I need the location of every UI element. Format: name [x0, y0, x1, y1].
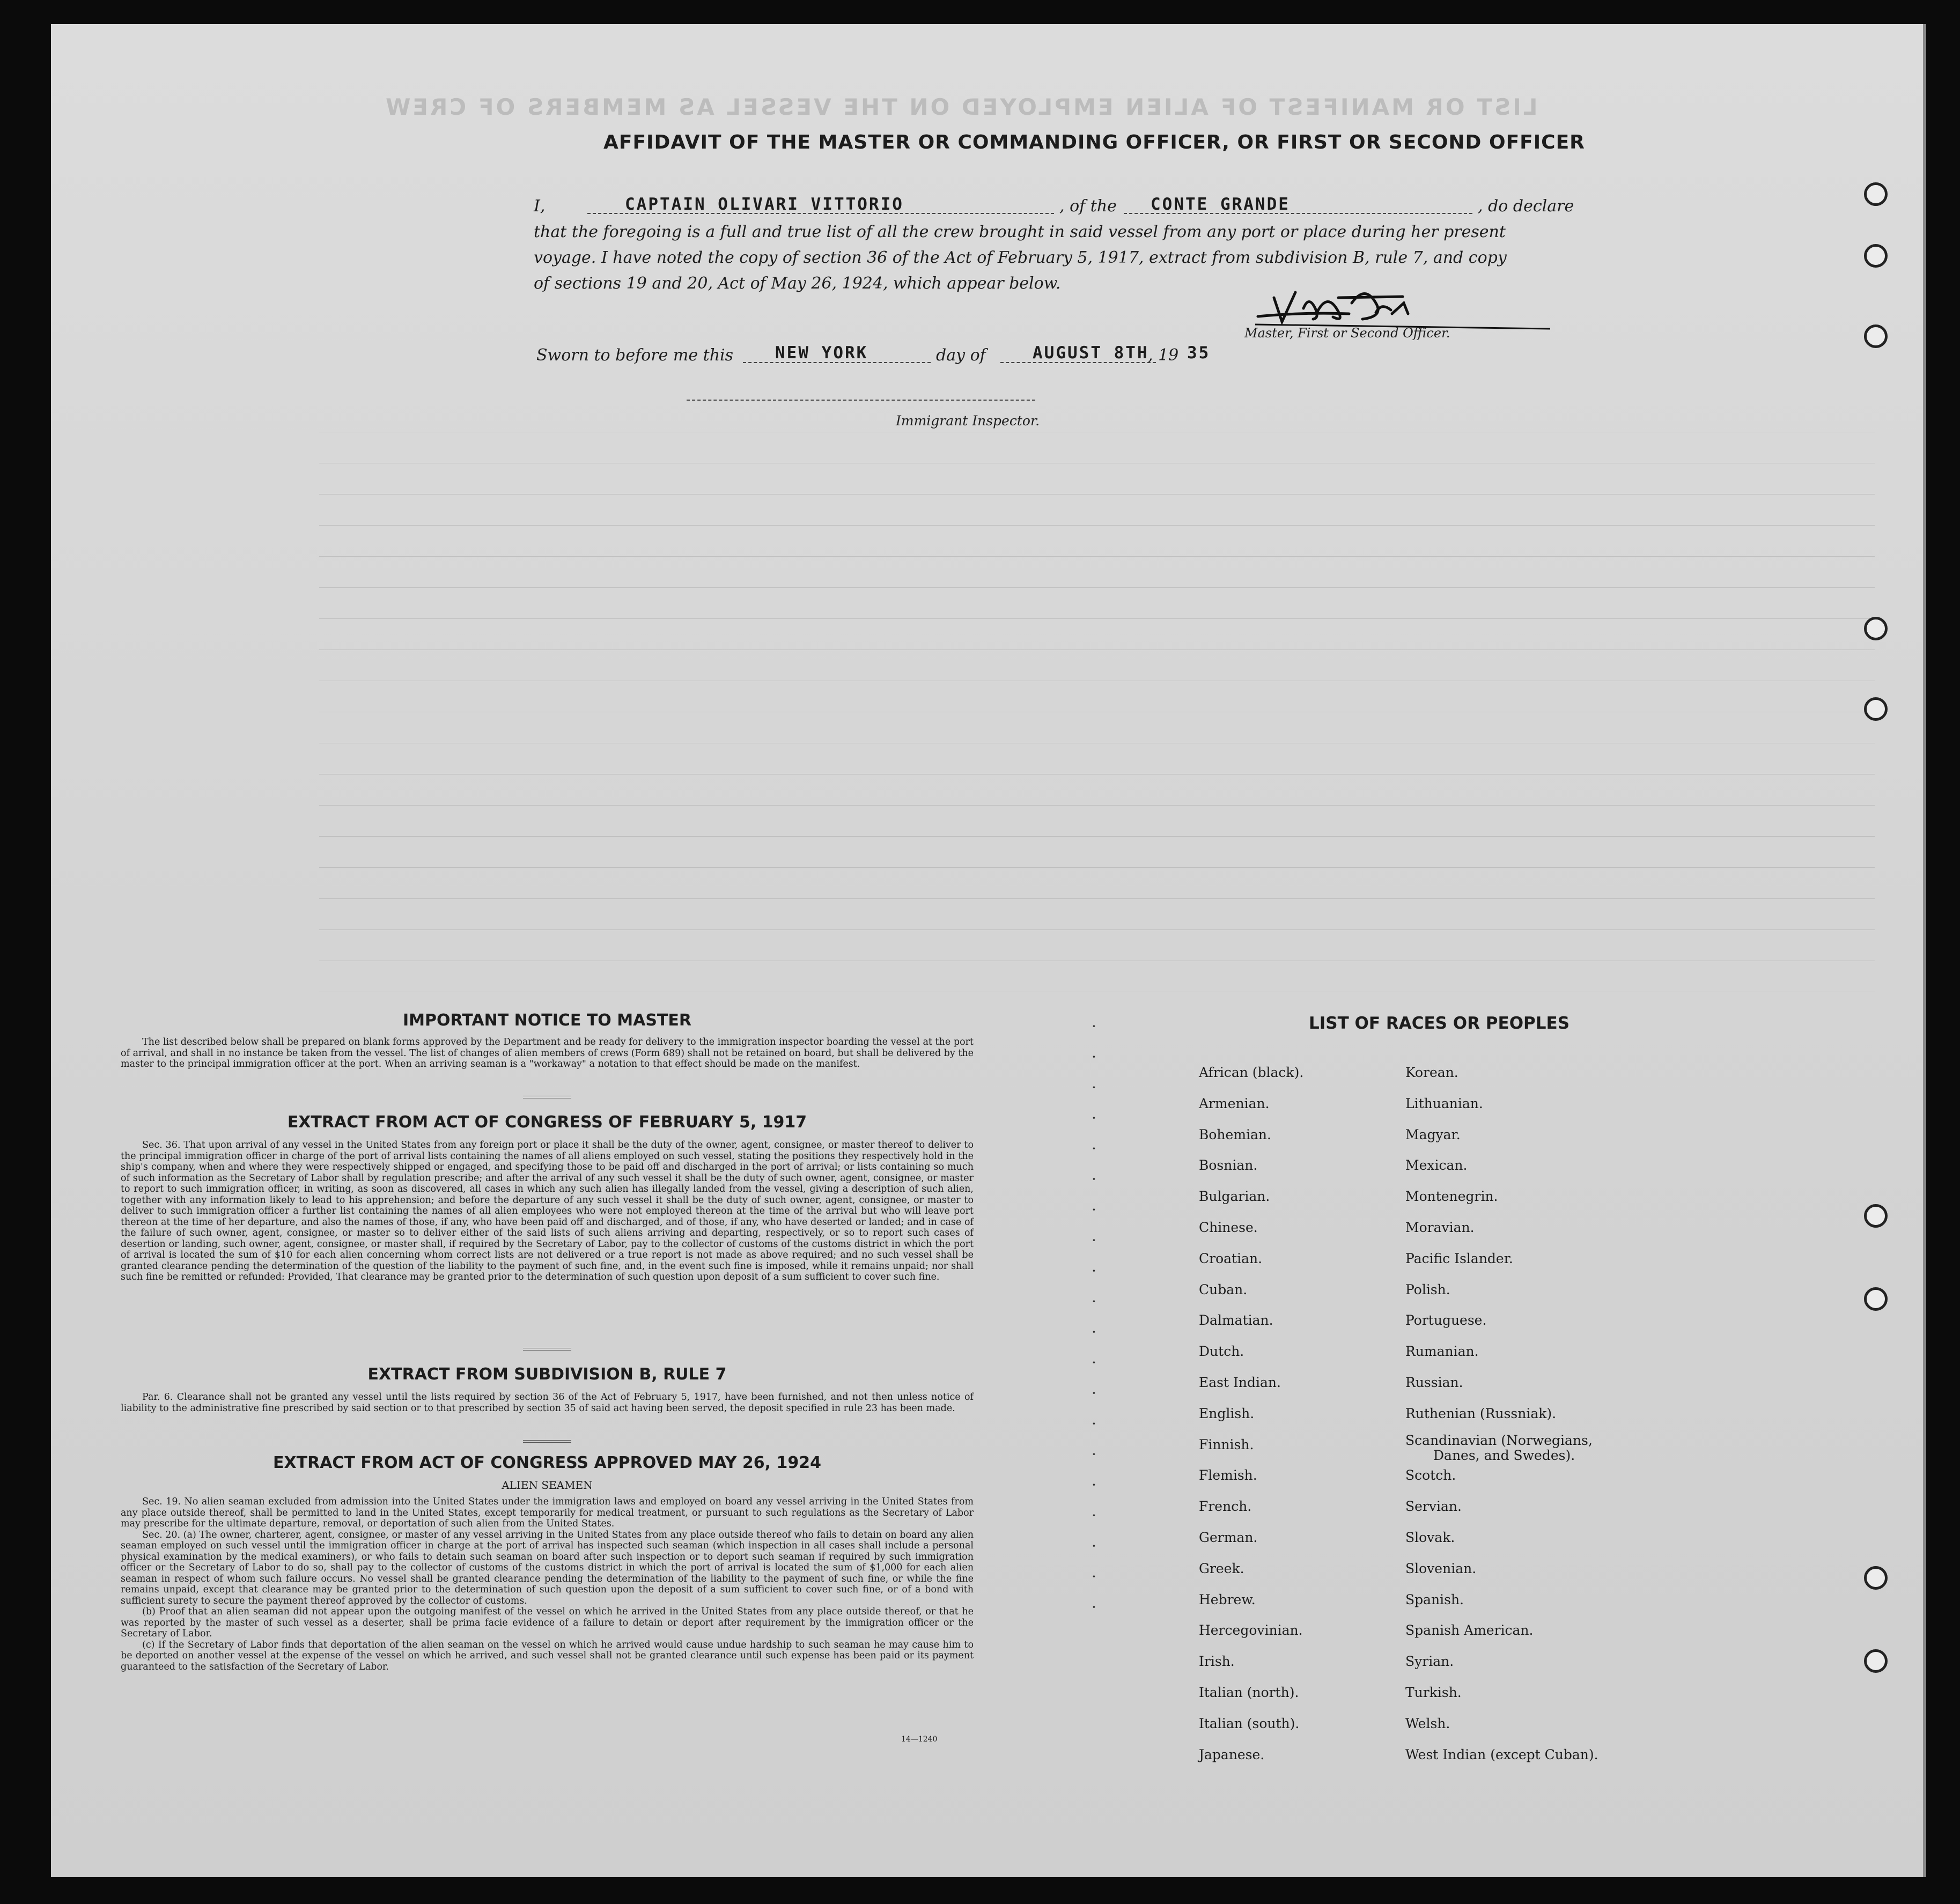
race-item: Pacific Islander. [1405, 1250, 1513, 1266]
race-item: Scotch. [1405, 1467, 1456, 1484]
race-item: Portuguese. [1405, 1312, 1487, 1329]
bleed-through-heading: LIST OR MANIFEST OF ALIEN EMPLOYED ON THE VESSEL AS MEMBERS OF CREW [384, 94, 1538, 120]
bleed-through-rule [319, 556, 1875, 557]
extract-1924-body [121, 1496, 974, 1672]
extract-rule7-title: EXTRACT FROM SUBDIVISION B, RULE 7 [367, 1365, 727, 1384]
affidavit-line-3: voyage. I have noted the copy of section 36 of the Act of February 5, 1917, extract from subdivision B, rule 7, and copy [534, 248, 1507, 267]
notice-paragraph: The list described below shall be prepared on blank forms approved by the Department and be ready for delivery to the immigration inspector boarding the vessel at the port of arrival, and shall in no instance be taken from the vessel. The list of changes of alien members of crews (Form 689) shall not be retained on board, but shall be delivered by the master to the principal immigration officer at the port. When an arriving seaman is a "workaway" a notation to that effect should be made on the manifest. [121, 1037, 974, 1069]
race-item: Finnish. [1199, 1436, 1254, 1452]
race-item: Scandinavian (Norwegians, [1405, 1432, 1593, 1448]
race-item: Bohemian. [1199, 1126, 1271, 1142]
signature-caption: Master, First or Second Officer. [1244, 326, 1450, 341]
bleed-through-rule [319, 898, 1875, 899]
race-item: Japanese. [1199, 1746, 1265, 1762]
bleed-through-rule [319, 805, 1875, 806]
alien-seamen-subtitle: ALIEN SEAMEN [502, 1479, 593, 1492]
race-item: Bosnian. [1199, 1157, 1258, 1174]
sworn-year: 35 [1187, 343, 1211, 363]
race-item: Rumanian. [1405, 1344, 1479, 1360]
race-item: Armenian. [1199, 1095, 1270, 1111]
section-separator [523, 1096, 571, 1098]
race-item: West Indian (except Cuban). [1405, 1746, 1598, 1762]
race-item: Cuban. [1199, 1281, 1248, 1297]
extract-1917-body [121, 1140, 974, 1283]
race-item: East Indian. [1199, 1375, 1281, 1390]
manifest-page [51, 24, 1926, 1877]
race-item: Welsh. [1405, 1715, 1450, 1731]
race-item: Moravian. [1405, 1220, 1475, 1235]
vessel-name: CONTE GRANDE [1151, 195, 1290, 214]
race-item: African (black). [1199, 1065, 1304, 1080]
affidavit-line-2: that the foregoing is a full and true list of all the crew brought in said vessel from any port or place during her present [534, 223, 1506, 241]
race-item: Turkish. [1405, 1685, 1462, 1700]
of-the-label: , of the [1059, 197, 1117, 216]
par6-paragraph: Par. 6. Clearance shall not be granted any vessel until the lists required by section 36 of the Act of February 5, 1917, have been furnished, and not then unless notice of liability to the administrative fine prescribed by said section or to that prescribed by section 35 of said act having been served, the deposit specified in rule 23 has been made. [121, 1392, 974, 1414]
race-item: Lithuanian. [1405, 1095, 1483, 1111]
binder-hole [1864, 1649, 1888, 1673]
race-item-continuation: Danes, and Swedes). [1433, 1447, 1575, 1463]
races-title: LIST OF RACES OR PEOPLES [1309, 1014, 1570, 1033]
affidavit-line-4: of sections 19 and 20, Act of May 26, 1924, which appear below. [534, 274, 1061, 293]
race-item: Flemish. [1199, 1467, 1257, 1484]
race-item: Bulgarian. [1199, 1189, 1270, 1205]
race-item: Slovak. [1405, 1530, 1455, 1545]
form-number: 14—1240 [901, 1735, 938, 1744]
binder-hole [1864, 244, 1888, 268]
master-name: CAPTAIN OLIVARI VITTORIO [625, 195, 904, 214]
dot-column: · · · · · · · · · · · · · · · · · · · · [1092, 1017, 1107, 1616]
race-item: Syrian. [1405, 1654, 1454, 1670]
extract-1917-title: EXTRACT FROM ACT OF CONGRESS OF FEBRUARY 5, 1917 [287, 1113, 807, 1132]
day-of-label: day of [936, 346, 986, 365]
sec20c-paragraph: (c) If the Secretary of Labor finds that deportation of the alien seaman on the vessel on which he arrived would cause undue hardship to such seaman he may cause him to be deported on another vessel at the expense of the vessel on which he arrived, and such vessel shall not be granted clearance until such expense has been paid or its payment guaranteed to the satisfaction of the Secretary of Labor. [121, 1639, 974, 1672]
binder-hole [1864, 1204, 1888, 1228]
race-item: Spanish American. [1405, 1622, 1534, 1639]
race-item: Dutch. [1199, 1344, 1244, 1360]
race-item: Spanish. [1405, 1591, 1464, 1607]
race-item: Italian (north). [1199, 1685, 1299, 1700]
affidavit-prefix: I, [534, 197, 546, 216]
race-item: Montenegrin. [1405, 1189, 1498, 1205]
sworn-prefix: Sworn to before me this [536, 346, 734, 365]
race-item: Ruthenian (Russniak). [1405, 1405, 1557, 1421]
race-item: French. [1199, 1499, 1252, 1515]
sworn-place: NEW YORK [775, 343, 868, 363]
bleed-through-rule [319, 836, 1875, 837]
race-item: Polish. [1405, 1281, 1450, 1297]
race-item: Croatian. [1199, 1250, 1263, 1266]
extract-rule7-body [121, 1392, 974, 1414]
race-item: Russian. [1405, 1375, 1463, 1390]
notice-body [121, 1037, 974, 1070]
bleed-through-rule [319, 494, 1875, 495]
race-item: Magyar. [1405, 1126, 1461, 1142]
affidavit-title: AFFIDAVIT OF THE MASTER OR COMMANDING OFFICER, OR FIRST OR SECOND OFFICER [603, 131, 1585, 153]
extract-1924-title: EXTRACT FROM ACT OF CONGRESS APPROVED MAY 26, 1924 [273, 1453, 821, 1472]
binder-hole [1864, 697, 1888, 721]
binder-hole [1864, 324, 1888, 348]
sec20a-paragraph: Sec. 20. (a) The owner, charterer, agent, consignee, or master of any vessel arriving in the United States from any place outside thereof who fails to detain on board any alien seaman employed on such vessel until the immigration officer in charge at the port of arrival has inspected such seaman (which inspection in all cases shall include a personal physical examination by the medical examiners), or who fails to detain such seaman on board after such inspection or to deport such seaman if required by such immigration officer or the Secretary of Labor to do so, shall pay to the collector of customs of the customs district in which the port of arrival is located the sum of $1,000 for each alien seaman in respect of whom such failure occurs. No vessel shall be granted clearance pending the determination of the liability to the payment of such fine, or while the fine remains unpaid, except that clearance may be granted prior to the determination of such question upon the deposit of a sum sufficient to cover such fine, or of a bond with sufficient surety to secure the payment thereof approved by the collector of customs. [121, 1529, 974, 1606]
bleed-through-rule [319, 525, 1875, 526]
bleed-through-rule [319, 867, 1875, 868]
race-item: German. [1199, 1530, 1258, 1545]
race-item: Chinese. [1199, 1220, 1258, 1235]
year-prefix: , 19 [1148, 346, 1179, 365]
binder-hole [1864, 182, 1888, 206]
inspector-caption: Immigrant Inspector. [896, 413, 1040, 429]
section-separator [523, 1440, 571, 1443]
sec20b-paragraph: (b) Proof that an alien seaman did not appear upon the outgoing manifest of the vessel on which he arrived in the United States from any place outside thereof, or that he was reported by the master of such vessel as a deserter, shall be prima facie evidence of a failure to detain or deport after requirement by the immigration officer or the Secretary of Labor. [121, 1606, 974, 1639]
race-item: Dalmatian. [1199, 1312, 1273, 1329]
binder-hole [1864, 617, 1888, 640]
race-item: Slovenian. [1405, 1560, 1477, 1576]
race-item: Servian. [1405, 1499, 1462, 1515]
bleed-through-rule [319, 929, 1875, 930]
race-item: Hebrew. [1199, 1591, 1256, 1607]
sec19-paragraph: Sec. 19. No alien seaman excluded from admission into the United States under the immigration laws and employed on board any vessel arriving in the United States from any place outside thereof, shall be permitted to land in the United States, except temporarily for medical treatment, or pursuant to such regulations as the Secretary of Labor may prescribe for the ultimate departure, removal, or deportation of such alien from the United States. [121, 1496, 974, 1529]
race-item: Hercegovinian. [1199, 1622, 1303, 1639]
race-item: Greek. [1199, 1560, 1244, 1576]
race-item: English. [1199, 1405, 1255, 1421]
binder-hole [1864, 1566, 1888, 1590]
inspector-rule [687, 400, 1035, 401]
section-separator [523, 1348, 571, 1350]
race-item: Italian (south). [1199, 1715, 1300, 1731]
race-item: Irish. [1199, 1654, 1235, 1670]
race-item: Korean. [1405, 1065, 1458, 1080]
binder-hole [1864, 1287, 1888, 1311]
do-declare-label: , do declare [1478, 197, 1574, 216]
notice-title: IMPORTANT NOTICE TO MASTER [403, 1011, 691, 1030]
bleed-through-rule [319, 618, 1875, 619]
sec36-paragraph: Sec. 36. That upon arrival of any vessel in the United States from any foreign port or place it shall be the duty of the owner, agent, consignee, or master thereof to deliver to the principal immigration officer in charge of the port of arrival lists containing the names of all aliens employed on such vessel, stating the positions they respectively hold in the ship's company, when and where they were respectively shipped or engaged, and specifying those to be paid off and discharged in the port of arrival; or lists containing so much of such information as the Secretary of Labor shall by regulation prescribe; and after the arrival of any such vessel it shall be the duty of such owner, agent, consignee, or master to report to such immigration officer, in writing, as soon as discovered, all cases in which any such alien has illegally landed from the vessel, giving a description of such alien, together with any information likely to lead to his apprehension; and before the departure of any such vessel it shall be the duty of such owner, agent, consignee, or master to deliver to such immigration officer a further list containing the names of all alien employees who were not employed thereon at the time of the arrival but who will leave port thereon at the time of her departure, and also the names of those, if any, who have been paid off and discharged, and of those, if any, who have deserted or landed; and in case of the failure of such owner, agent, consignee, or master so to deliver either of the said lists of such aliens arriving and departing, respectively, or so to report such cases of desertion or landing, such owner, agent, consignee, or master shall, if required by the Secretary of Labor, pay to the collector of customs of the customs district in which the port of arrival is located the sum of $10 for each alien concerning whom correct lists are not delivered or a true report is not made as above required; and no such vessel shall be granted clearance pending the determination of the question of the liability to the payment of such fine, and, in the event such fine is imposed, while it remains unpaid; nor shall such fine be remitted or refunded: Provided, That clearance may be granted prior to the determination of such question upon deposit of a sum sufficient to cover such fine. [121, 1140, 974, 1282]
bleed-through-rule [319, 587, 1875, 588]
race-item: Mexican. [1405, 1157, 1468, 1174]
sworn-date: AUGUST 8TH [1033, 343, 1149, 363]
